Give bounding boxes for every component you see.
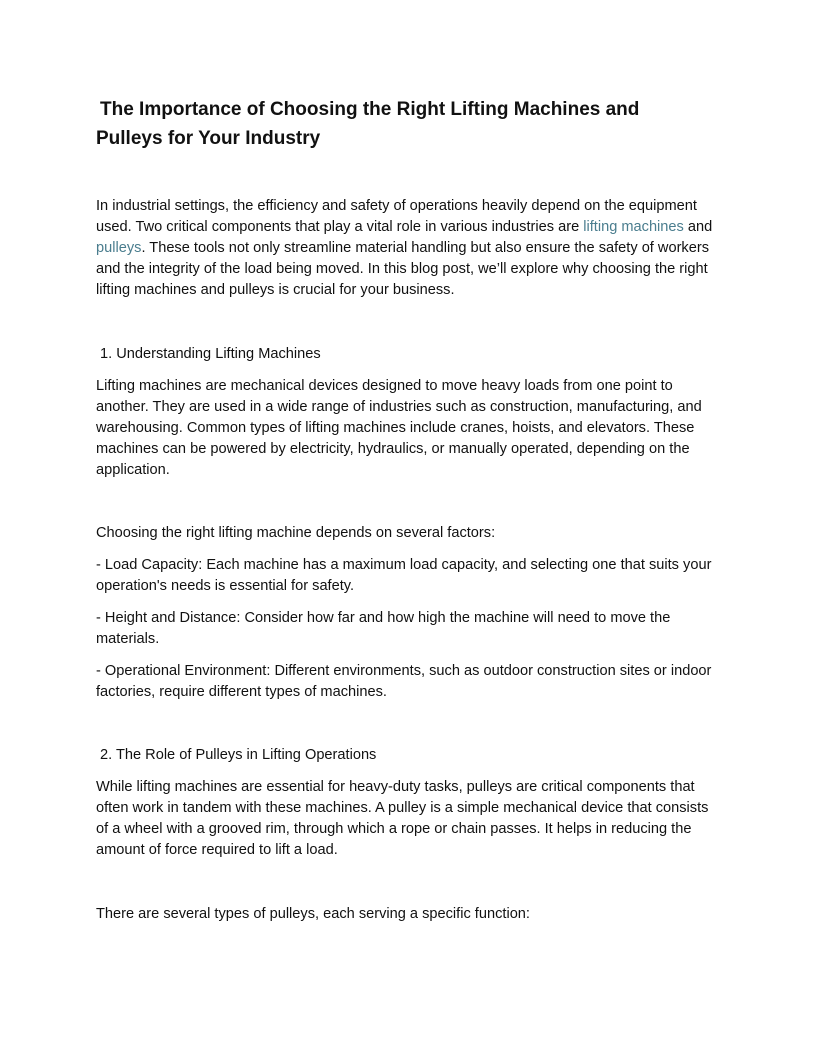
bullet-load-capacity: - Load Capacity: Each machine has a maximum load capacity, and selecting one that suits your operation's needs is essential for safety.	[96, 557, 712, 594]
section-1-paragraph-1: Lifting machines are mechanical devices designed to move heavy loads from one point to another. They are used in a wide range of industries such as construction, manufacturing, and warehousing. Common types of lifting machines include cranes, hoists, and elevators. These machines can be powered by electricity, hydraulics, or manually operated, depending on the application.	[96, 378, 702, 478]
bullet-operational-environment: - Operational Environment: Different environments, such as outdoor construction sites or indoor factories, require different types of machines.	[96, 663, 712, 700]
title-line-1: The Importance of Choosing the Right Lifting Machines and	[100, 99, 640, 120]
section-1-paragraph-2: Choosing the right lifting machine depends on several factors:	[96, 525, 496, 541]
pulleys-link[interactable]: pulleys	[96, 240, 142, 256]
section-1-heading: 1. Understanding Lifting Machines	[100, 346, 321, 362]
document-page	[96, 95, 720, 925]
section-2-heading: 2. The Role of Pulleys in Lifting Operations	[100, 747, 377, 763]
intro-text-end: . These tools not only streamline material handling but also ensure the safety of workers and the integrity of the load being moved. In this blog post, we’ll explore why choosing the right lifting machines and pulleys is crucial for your business.	[96, 240, 710, 298]
document-title-line-2	[96, 124, 720, 153]
intro-text-between: and	[683, 219, 713, 235]
section-2-paragraph-1: While lifting machines are essential for heavy-duty tasks, pulleys are critical components that often work in tandem with these machines. A pulley is a simple mechanical device that consists of a wheel with a grooved rim, through which a rope or chain passes. It helps in reducing the amount of force required to lift a load.	[96, 779, 709, 858]
document-title	[96, 95, 720, 124]
intro-paragraph	[96, 196, 720, 301]
section-2-paragraph-2: There are several types of pulleys, each serving a specific function:	[96, 906, 530, 922]
bullet-height-distance: - Height and Distance: Consider how far and how high the machine will need to move the materials.	[96, 610, 671, 647]
intro-text-start: In industrial settings, the efficiency and safety of operations heavily depend on the equipment used. Two critical components that play a vital role in various industries are	[96, 198, 697, 235]
title-line-2: Pulleys for Your Industry	[96, 128, 321, 149]
lifting-machines-link[interactable]: lifting machines	[583, 219, 684, 235]
